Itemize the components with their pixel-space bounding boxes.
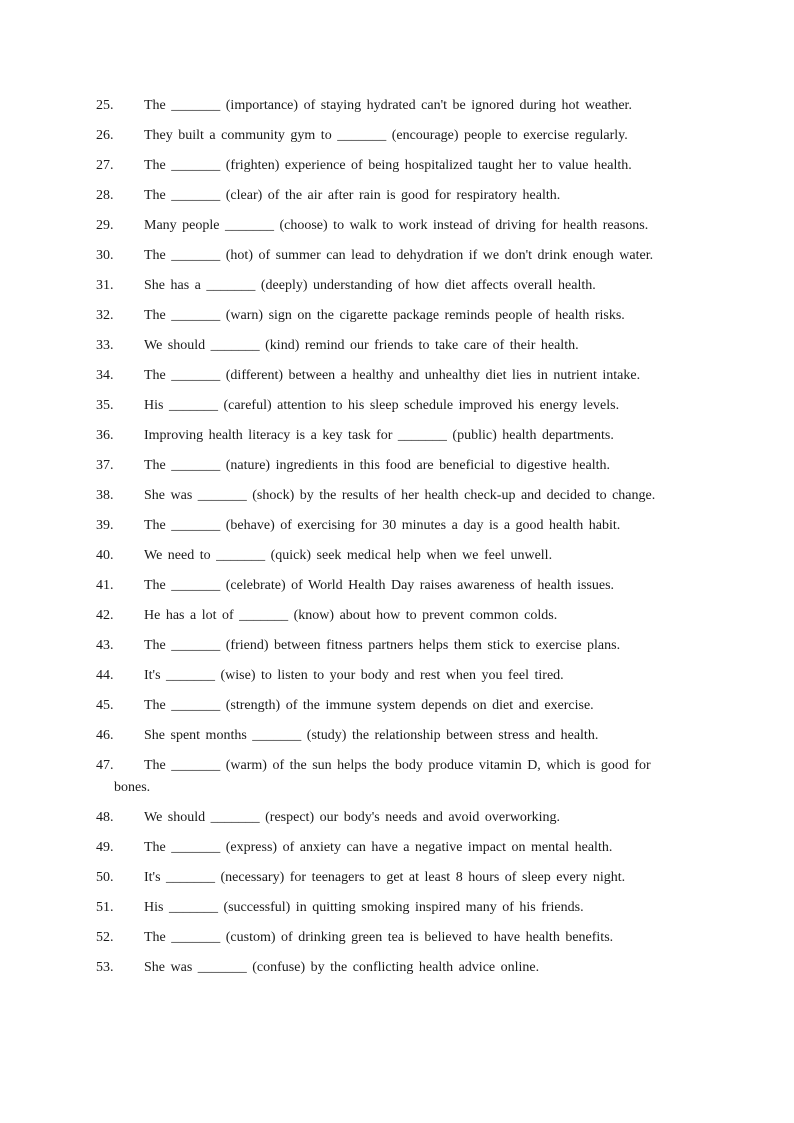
item-text: We need to _______ (quick) seek medical help when we feel unwell. <box>144 548 553 563</box>
item-number: 39. <box>96 518 114 533</box>
list-item <box>96 695 696 717</box>
item-text: They built a community gym to _______ (encourage) people to exercise regularly. <box>144 128 628 143</box>
list-item <box>96 515 696 537</box>
item-text: It's _______ (necessary) for teenagers to get at least 8 hours of sleep every night. <box>144 870 626 885</box>
list-item <box>96 335 696 357</box>
item-text: She was _______ (shock) by the results of her health check-up and decided to change. <box>144 488 656 503</box>
item-text: She was _______ (confuse) by the conflicting health advice online. <box>144 960 540 975</box>
list-item <box>96 957 696 979</box>
list-item <box>96 927 696 949</box>
item-text: She spent months _______ (study) the relationship between stress and health. <box>144 728 599 743</box>
list-item <box>96 455 696 477</box>
item-number: 47. <box>96 758 114 773</box>
item-number: 25. <box>96 98 114 113</box>
item-number: 37. <box>96 458 114 473</box>
item-number: 36. <box>96 428 114 443</box>
item-text: He has a lot of _______ (know) about how to prevent common colds. <box>144 608 558 623</box>
item-number: 44. <box>96 668 114 683</box>
item-text: His _______ (careful) attention to his sleep schedule improved his energy levels. <box>144 398 620 413</box>
item-text: The _______ (strength) of the immune system depends on diet and exercise. <box>144 698 594 713</box>
item-number: 40. <box>96 548 114 563</box>
item-number: 49. <box>96 840 114 855</box>
list-item <box>96 665 696 687</box>
item-text: The _______ (behave) of exercising for 30 minutes a day is a good health habit. <box>144 518 621 533</box>
list-item <box>96 837 696 859</box>
list-item <box>96 575 696 597</box>
list-item <box>96 275 696 297</box>
list-item <box>96 545 696 567</box>
list-item <box>96 635 696 657</box>
item-number: 27. <box>96 158 114 173</box>
item-number: 43. <box>96 638 114 653</box>
item-number: 30. <box>96 248 114 263</box>
list-item <box>96 185 696 207</box>
item-number: 33. <box>96 338 114 353</box>
list-item <box>96 755 696 799</box>
item-text-line: The _______ (warm) of the sun helps the body produce vitamin D, which is good for <box>144 758 651 773</box>
item-text: The _______ (warn) sign on the cigarette package reminds people of health risks. <box>144 308 625 323</box>
item-text: The _______ (importance) of staying hydrated can't be ignored during hot weather. <box>144 98 632 113</box>
item-text: The _______ (express) of anxiety can have a negative impact on mental health. <box>144 840 613 855</box>
item-number: 31. <box>96 278 114 293</box>
item-text: We should _______ (kind) remind our friends to take care of their health. <box>144 338 579 353</box>
item-number: 53. <box>96 960 114 975</box>
list-item <box>96 215 696 237</box>
list-item <box>96 95 696 117</box>
exercise-list <box>96 95 696 987</box>
item-text-continuation: bones. <box>114 780 151 795</box>
item-number: 52. <box>96 930 114 945</box>
item-number: 45. <box>96 698 114 713</box>
item-text: The _______ (friend) between fitness partners helps them stick to exercise plans. <box>144 638 621 653</box>
list-item <box>96 365 696 387</box>
list-item <box>96 807 696 829</box>
item-number: 50. <box>96 870 114 885</box>
list-item <box>96 867 696 889</box>
list-item <box>96 485 696 507</box>
item-number: 46. <box>96 728 114 743</box>
list-item <box>96 245 696 267</box>
list-item <box>96 725 696 747</box>
list-item <box>96 395 696 417</box>
item-text: His _______ (successful) in quitting smoking inspired many of his friends. <box>144 900 584 915</box>
list-item <box>96 125 696 147</box>
item-number: 38. <box>96 488 114 503</box>
item-text: She has a _______ (deeply) understanding of how diet affects overall health. <box>144 278 596 293</box>
item-number: 51. <box>96 900 114 915</box>
item-text: The _______ (different) between a healthy and unhealthy diet lies in nutrient intake. <box>144 368 641 383</box>
item-text: We should _______ (respect) our body's needs and avoid overworking. <box>144 810 560 825</box>
item-text: The _______ (celebrate) of World Health Day raises awareness of health issues. <box>144 578 615 593</box>
list-item <box>96 155 696 177</box>
item-number: 41. <box>96 578 114 593</box>
list-item <box>96 605 696 627</box>
item-number: 26. <box>96 128 114 143</box>
item-text: Improving health literacy is a key task for _______ (public) health departments. <box>144 428 614 443</box>
item-number: 28. <box>96 188 114 203</box>
item-text: The _______ (clear) of the air after rain is good for respiratory health. <box>144 188 561 203</box>
item-text: Many people _______ (choose) to walk to work instead of driving for health reasons. <box>144 218 649 233</box>
list-item <box>96 897 696 919</box>
item-number: 42. <box>96 608 114 623</box>
list-item <box>96 425 696 447</box>
item-number: 48. <box>96 810 114 825</box>
item-text: The _______ (hot) of summer can lead to dehydration if we don't drink enough water. <box>144 248 654 263</box>
item-text <box>96 755 696 799</box>
item-number: 35. <box>96 398 114 413</box>
item-text: The _______ (custom) of drinking green tea is believed to have health benefits. <box>144 930 614 945</box>
item-text: The _______ (frighten) experience of being hospitalized taught her to value health. <box>144 158 632 173</box>
item-text: The _______ (nature) ingredients in this food are beneficial to digestive health. <box>144 458 610 473</box>
item-number: 32. <box>96 308 114 323</box>
item-number: 29. <box>96 218 114 233</box>
list-item <box>96 305 696 327</box>
item-number: 34. <box>96 368 114 383</box>
item-text: It's _______ (wise) to listen to your body and rest when you feel tired. <box>144 668 564 683</box>
